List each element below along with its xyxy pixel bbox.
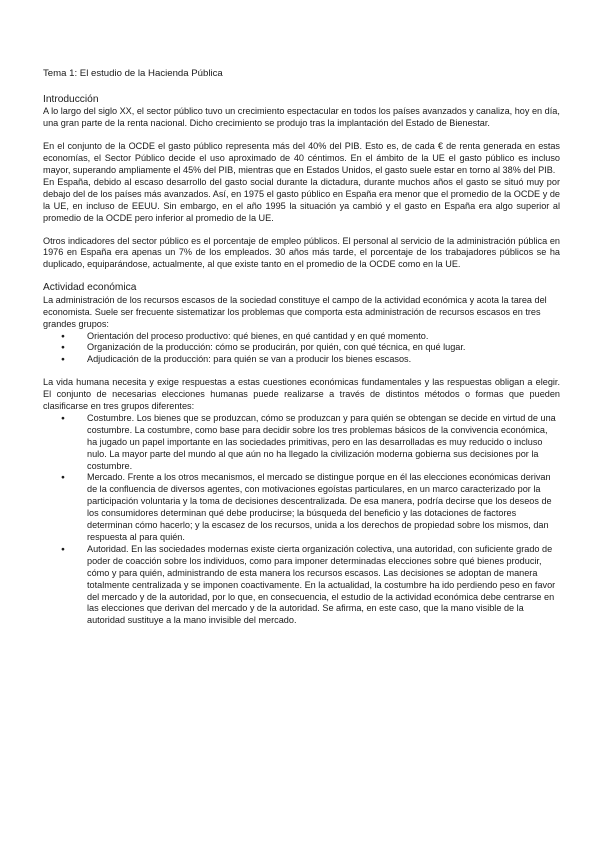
list-item-mercado: ● Mercado. Frente a los otros mecanismos, el mercado se distingue porque en él las elecciones económicas derivan de la confluencia de diversos agentes, con motivaciones egoístas particulares, en un marco caracterizado por la participación voluntaria y la toma de decisiones descentralizada. De esa manera, podría decirse que los deseos de los consumidores determinan qué debe producirse; la búsqueda del beneficio y las dotaciones de factores determinan cómo hacerlo; y la escasez de los recursos, unida a los derechos de propiedad sobre los mismos, dan respuesta al para quién. [87,472,560,543]
methods-list [43,413,560,627]
actividad-paragraph-2: La vida humana necesita y exige respuestas a estas cuestiones económicas fundamentales y las respuestas obligan a elegir. El conjunto de necesarias elecciones humanas puede realizarse a través de distintos métodos o formas que pueden clasificarse en tres grupos diferentes: [43,377,560,412]
actividad-paragraph-1: La administración de los recursos escasos de la sociedad constituye el campo de la actividad económica y acota la tarea del economista. Suele ser frecuente sistematizar los problemas que comporta esta administración de recursos escasos en tres grandes grupos: [43,294,547,329]
list-item: ● Orientación del proceso productivo: qué bienes, en qué cantidad y en qué momento. [87,331,560,343]
section-heading-introduccion: Introducción [43,93,99,105]
list-item: ● Organización de la producción: cómo se producirán, por quién, con qué técnica, en qué lugar. [87,342,560,354]
intro-paragraph-2: En el conjunto de la OCDE el gasto público representa más del 40% del PIB. Esto es, de cada € de renta generada en estas economías, el Sector Público decide el uso aproximado de 40 céntimos. En el ámbito de la UE el gasto público es incluso mayor, superando ampliamente el 45% del PIB, mientras que en Estados Unidos, el gasto suele estar en torno al 38% del PIB. [43,141,560,176]
list-item-autoridad: ● Autoridad. En las sociedades modernas existe cierta organización colectiva, una autoridad, con suficiente grado de poder de coacción sobre los individuos, como para imponer determinadas elecciones sobre qué bienes producir, cómo y para quién, administrando de esta manera los recursos escasos. Las decisiones se adoptan de manera totalmente centralizada y se imponen coactivamente. En la actualidad, la costumbre ha ido perdiendo peso en favor del mercado y de la autoridad, por lo que, en consecuencia, el estudio de la actividad económica debe centrarse en las elecciones que derivan del mercado y de la autoridad. Se afirma, en este caso, que la mano visible de la autoridad sustituye a la mano invisible del mercado. [87,544,560,627]
problems-list [43,331,560,367]
document-title: Tema 1: El estudio de la Hacienda Pública [43,68,223,79]
intro-paragraph-4: Otros indicadores del sector público es el porcentaje de empleo públicos. El personal al servicio de la administración pública en 1976 en España era apenas un 7% de los empleados. 30 años más tarde, el porcentaje de los trabajadores públicos se ha duplicado, equiparándose, actualmente, al que existe tanto en el promedio de la OCDE como en la UE. [43,235,560,270]
list-item: ● Adjudicación de la producción: para quién se van a producir los bienes escasos. [87,354,560,366]
intro-paragraph-1: A lo largo del siglo XX, el sector público tuvo un crecimiento espectacular en todos los países avanzados y canaliza, hoy en día, una gran parte de la renta nacional. Dicho crecimiento se produjo tras la implantación del Estado de Bienestar. [43,106,560,129]
list-item-costumbre: ● Costumbre. Los bienes que se produzcan, cómo se produzcan y para quién se obtengan se decide en virtud de una costumbre. La costumbre, como base para decidir sobre los tres problemas básicos de la convivencia económica, ha jugado un papel importante en las sociedades primitivas, pero en las desarrolladas es muy reducido o incluso nulo. La mayor parte del mundo al que aún no ha llegado la civilización moderna gobierna sus decisiones por la costumbre. [87,413,560,473]
section-heading-actividad: Actividad económica [43,282,137,294]
intro-paragraph-3: En España, debido al escaso desarrollo del gasto social durante la dictadura, durante muchos años el gasto se situó muy por debajo del de los países más avanzados. Así, en 1975 el gasto público en España era menor que el promedio de la OCDE y de la UE, en incluso de EEUU. Sin embargo, en el año 1995 la situación ya cambió y el gasto en España era algo superior al promedio de la OCDE pero inferior al promedio de la UE. [43,176,560,223]
